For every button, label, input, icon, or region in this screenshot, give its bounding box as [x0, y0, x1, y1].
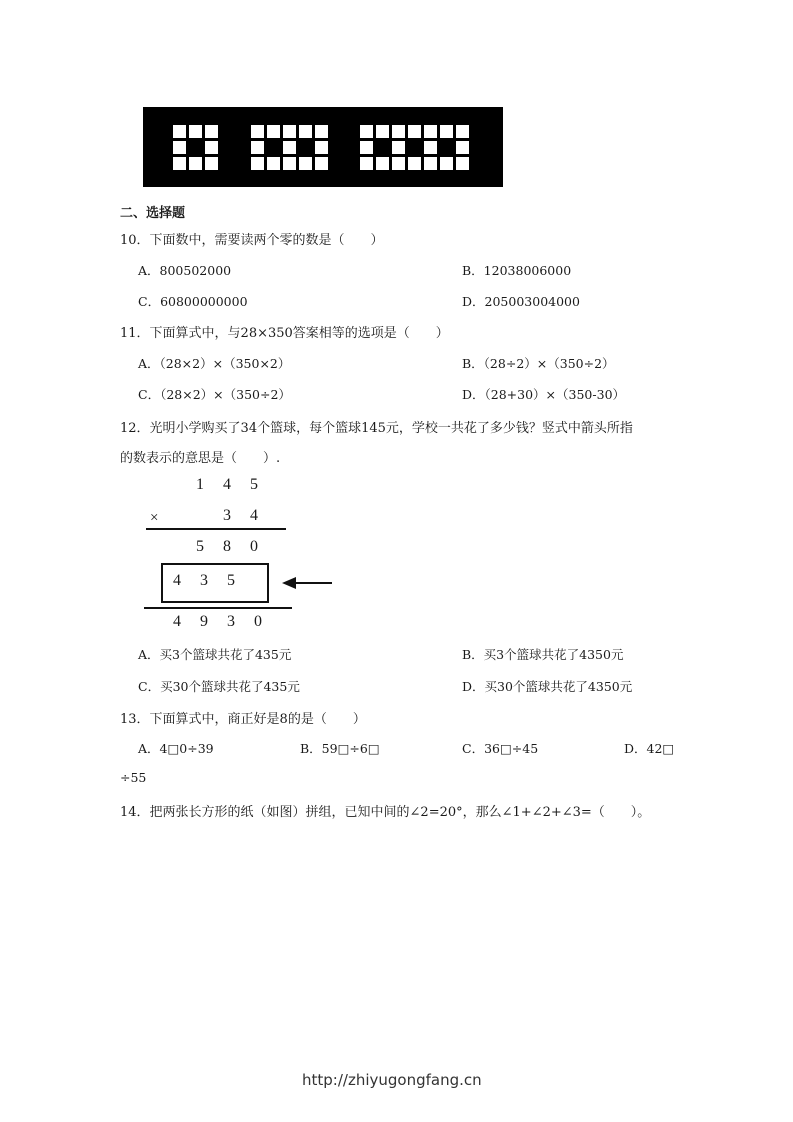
multiplicand-digit: 4: [223, 476, 231, 493]
question-11-option-c[interactable]: C．（28×2）×（350÷2）: [138, 387, 291, 402]
question-11-option-a[interactable]: A．（28×2）×（350×2）: [138, 356, 291, 371]
partial-product-digit: 4: [173, 572, 181, 589]
question-13-option-d-wrap: ÷55: [120, 770, 147, 785]
multiplier-digit: 4: [250, 507, 258, 524]
question-13-stem: 13．下面算式中，商正好是8的是（ ）: [120, 712, 366, 727]
product-digit: 3: [227, 613, 235, 630]
rule-line-1: [146, 528, 286, 530]
question-10-option-d[interactable]: D．205003004000: [462, 294, 580, 309]
question-11-option-b[interactable]: B．（28÷2）×（350÷2）: [462, 356, 615, 371]
footer-url[interactable]: http://zhiyugongfang.cn: [302, 1071, 482, 1089]
partial-product-digit: 8: [223, 538, 231, 555]
question-10-option-c[interactable]: C．60800000000: [138, 294, 248, 309]
product-digit: 0: [254, 613, 262, 630]
question-10-option-b[interactable]: B．12038006000: [462, 263, 572, 278]
multiplicand-digit: 5: [250, 476, 258, 493]
rule-line-2: [144, 607, 292, 609]
question-13-option-d[interactable]: D．42□: [624, 741, 675, 756]
question-12-option-b[interactable]: B．买3个篮球共花了4350元: [462, 647, 624, 662]
question-12-stem-line1: 12．光明小学购买了34个篮球，每个篮球145元，学校一共花了多少钱？竖式中箭头所指: [120, 421, 633, 436]
question-11-stem: 11．下面算式中，与28×350答案相等的选项是（ ）: [120, 326, 449, 341]
partial-product-digit: 5: [227, 572, 235, 589]
question-14-stem: 14．把两张长方形的纸（如图）拼组，已知中间的∠2=20°，那么∠1+∠2+∠3=（ ）。: [120, 805, 651, 820]
question-11-option-d[interactable]: D．（28+30）×（350-30）: [462, 387, 626, 402]
question-12-option-a[interactable]: A．买3个篮球共花了435元: [138, 647, 292, 662]
section-title: 二、选择题: [120, 206, 186, 221]
question-10-option-a[interactable]: A．800502000: [138, 263, 232, 278]
question-13-option-c[interactable]: C．36□÷45: [462, 741, 539, 756]
question-10-stem: 10．下面数中，需要读两个零的数是（ ）: [120, 233, 384, 248]
question-12-option-c[interactable]: C．买30个篮球共花了435元: [138, 679, 300, 694]
product-digit: 9: [200, 613, 208, 630]
question-13-option-b[interactable]: B．59□÷6□: [300, 741, 380, 756]
multiply-sign: ×: [150, 510, 159, 526]
multiplier-digit: 3: [223, 507, 231, 524]
arrow-left-icon: [280, 573, 340, 593]
product-digit: 4: [173, 613, 181, 630]
question-12-option-d[interactable]: D．买30个篮球共花了4350元: [462, 679, 633, 694]
partial-product-digit: 0: [250, 538, 258, 555]
partial-product-digit: 5: [196, 538, 204, 555]
multiplicand-digit: 1: [196, 476, 204, 493]
grid-pattern-svg: [143, 107, 503, 187]
question-12-stem-line2: 的数表示的意思是（ ）.: [120, 451, 281, 466]
grid-pattern-figure: [143, 107, 503, 187]
partial-product-digit: 3: [200, 572, 208, 589]
question-13-option-a[interactable]: A．4□0÷39: [138, 741, 214, 756]
